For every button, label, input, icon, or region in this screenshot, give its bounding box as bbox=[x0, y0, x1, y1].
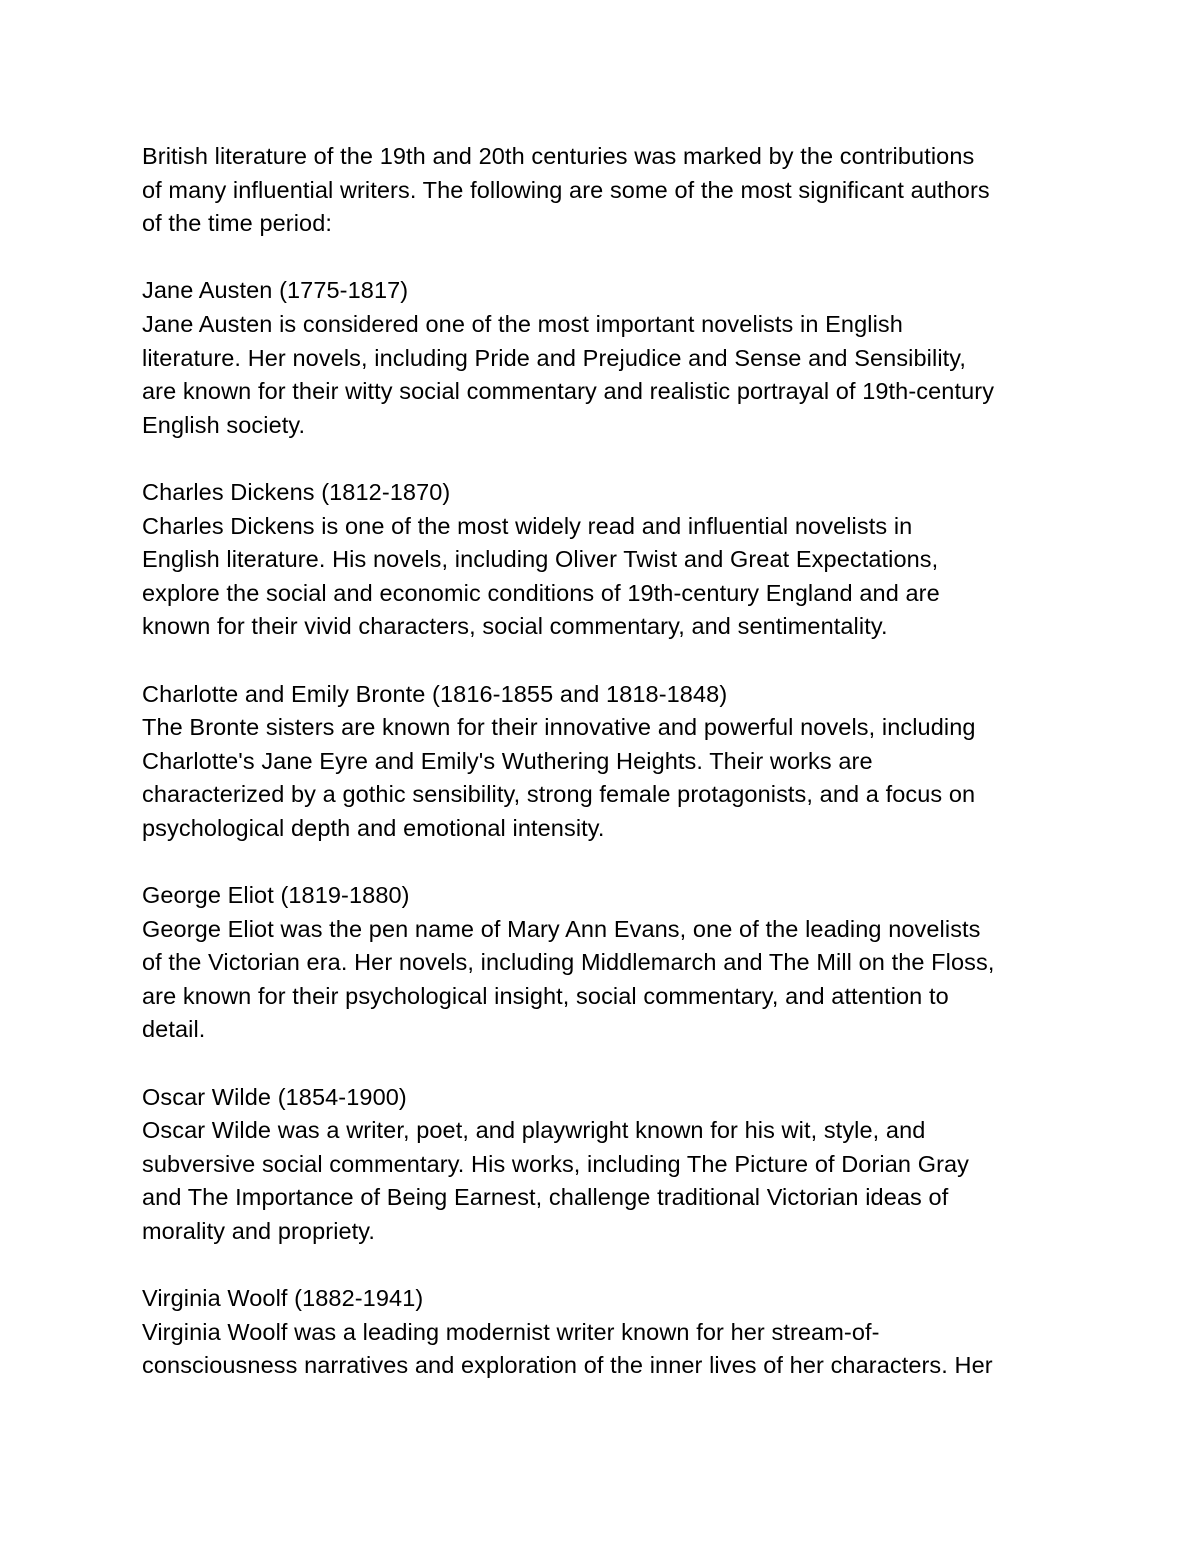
author-text-line: psychological depth and emotional intensity. bbox=[142, 814, 605, 841]
author-text-line: Charles Dickens is one of the most widely read and influential novelists in bbox=[142, 512, 913, 539]
author-text-line: Charlotte's Jane Eyre and Emily's Wuthering Heights. Their works are bbox=[142, 747, 873, 774]
author-text-line: literature. Her novels, including Pride and Prejudice and Sense and Sensibility, bbox=[142, 344, 967, 371]
paragraph-gap bbox=[142, 644, 1062, 678]
author-text-line: Virginia Woolf was a leading modernist writer known for her stream-of- bbox=[142, 1318, 880, 1345]
author-section-woolf bbox=[142, 1282, 1062, 1383]
paragraph-gap bbox=[142, 1047, 1062, 1081]
intro-line: of many influential writers. The following are some of the most significant authors bbox=[142, 176, 990, 203]
author-heading: Virginia Woolf (1882-1941) bbox=[142, 1285, 424, 1312]
author-text-line: subversive social commentary. His works, including The Picture of Dorian Gray bbox=[142, 1150, 970, 1177]
author-heading: Jane Austen (1775-1817) bbox=[142, 277, 409, 304]
author-text-line: morality and propriety. bbox=[142, 1218, 376, 1244]
author-text-line: are known for their psychological insight, social commentary, and attention to bbox=[142, 982, 949, 1009]
author-text-line: English society. bbox=[142, 411, 306, 438]
author-text-line: and The Importance of Being Earnest, challenge traditional Victorian ideas of bbox=[142, 1184, 949, 1211]
paragraph-gap bbox=[142, 442, 1062, 476]
author-text-line: Oscar Wilde was a writer, poet, and playwright known for his wit, style, and bbox=[142, 1117, 926, 1144]
author-section-eliot bbox=[142, 879, 1062, 1047]
intro-line: British literature of the 19th and 20th centuries was marked by the contributions bbox=[142, 143, 975, 169]
author-text-line: The Bronte sisters are known for their innovative and powerful novels, including bbox=[142, 714, 976, 741]
author-text-line: are known for their witty social commentary and realistic portrayal of 19th-century bbox=[142, 378, 995, 405]
author-text-line: characterized by a gothic sensibility, strong female protagonists, and a focus on bbox=[142, 781, 976, 808]
author-text-line: explore the social and economic conditions of 19th-century England and are bbox=[142, 579, 940, 606]
author-section-bronte bbox=[142, 678, 1062, 846]
intro-line: of the time period: bbox=[142, 210, 333, 237]
author-section-austen bbox=[142, 274, 1062, 442]
author-section-dickens bbox=[142, 476, 1062, 644]
author-heading: Charles Dickens (1812-1870) bbox=[142, 478, 451, 505]
paragraph-gap bbox=[142, 845, 1062, 879]
author-text-line: George Eliot was the pen name of Mary Ann Evans, one of the leading novelists bbox=[142, 915, 981, 942]
author-text-line: known for their vivid characters, social commentary, and sentimentality. bbox=[142, 613, 888, 640]
author-text-line: Jane Austen is considered one of the most important novelists in English bbox=[142, 310, 903, 337]
author-heading: Oscar Wilde (1854-1900) bbox=[142, 1083, 407, 1110]
author-text-line: consciousness narratives and exploration of the inner lives of her characters. Her bbox=[142, 1352, 993, 1379]
author-section-wilde bbox=[142, 1081, 1062, 1249]
paragraph-gap bbox=[142, 241, 1062, 275]
intro-paragraph bbox=[142, 140, 1062, 241]
author-text-line: detail. bbox=[142, 1016, 206, 1043]
author-heading: George Eliot (1819-1880) bbox=[142, 882, 410, 909]
author-heading: Charlotte and Emily Bronte (1816-1855 and 1818-1848) bbox=[142, 680, 728, 707]
author-text-line: English literature. His novels, including Oliver Twist and Great Expectations, bbox=[142, 546, 939, 573]
author-text-line: of the Victorian era. Her novels, including Middlemarch and The Mill on the Floss, bbox=[142, 949, 995, 976]
document-body bbox=[142, 140, 1062, 1383]
paragraph-gap bbox=[142, 1249, 1062, 1283]
